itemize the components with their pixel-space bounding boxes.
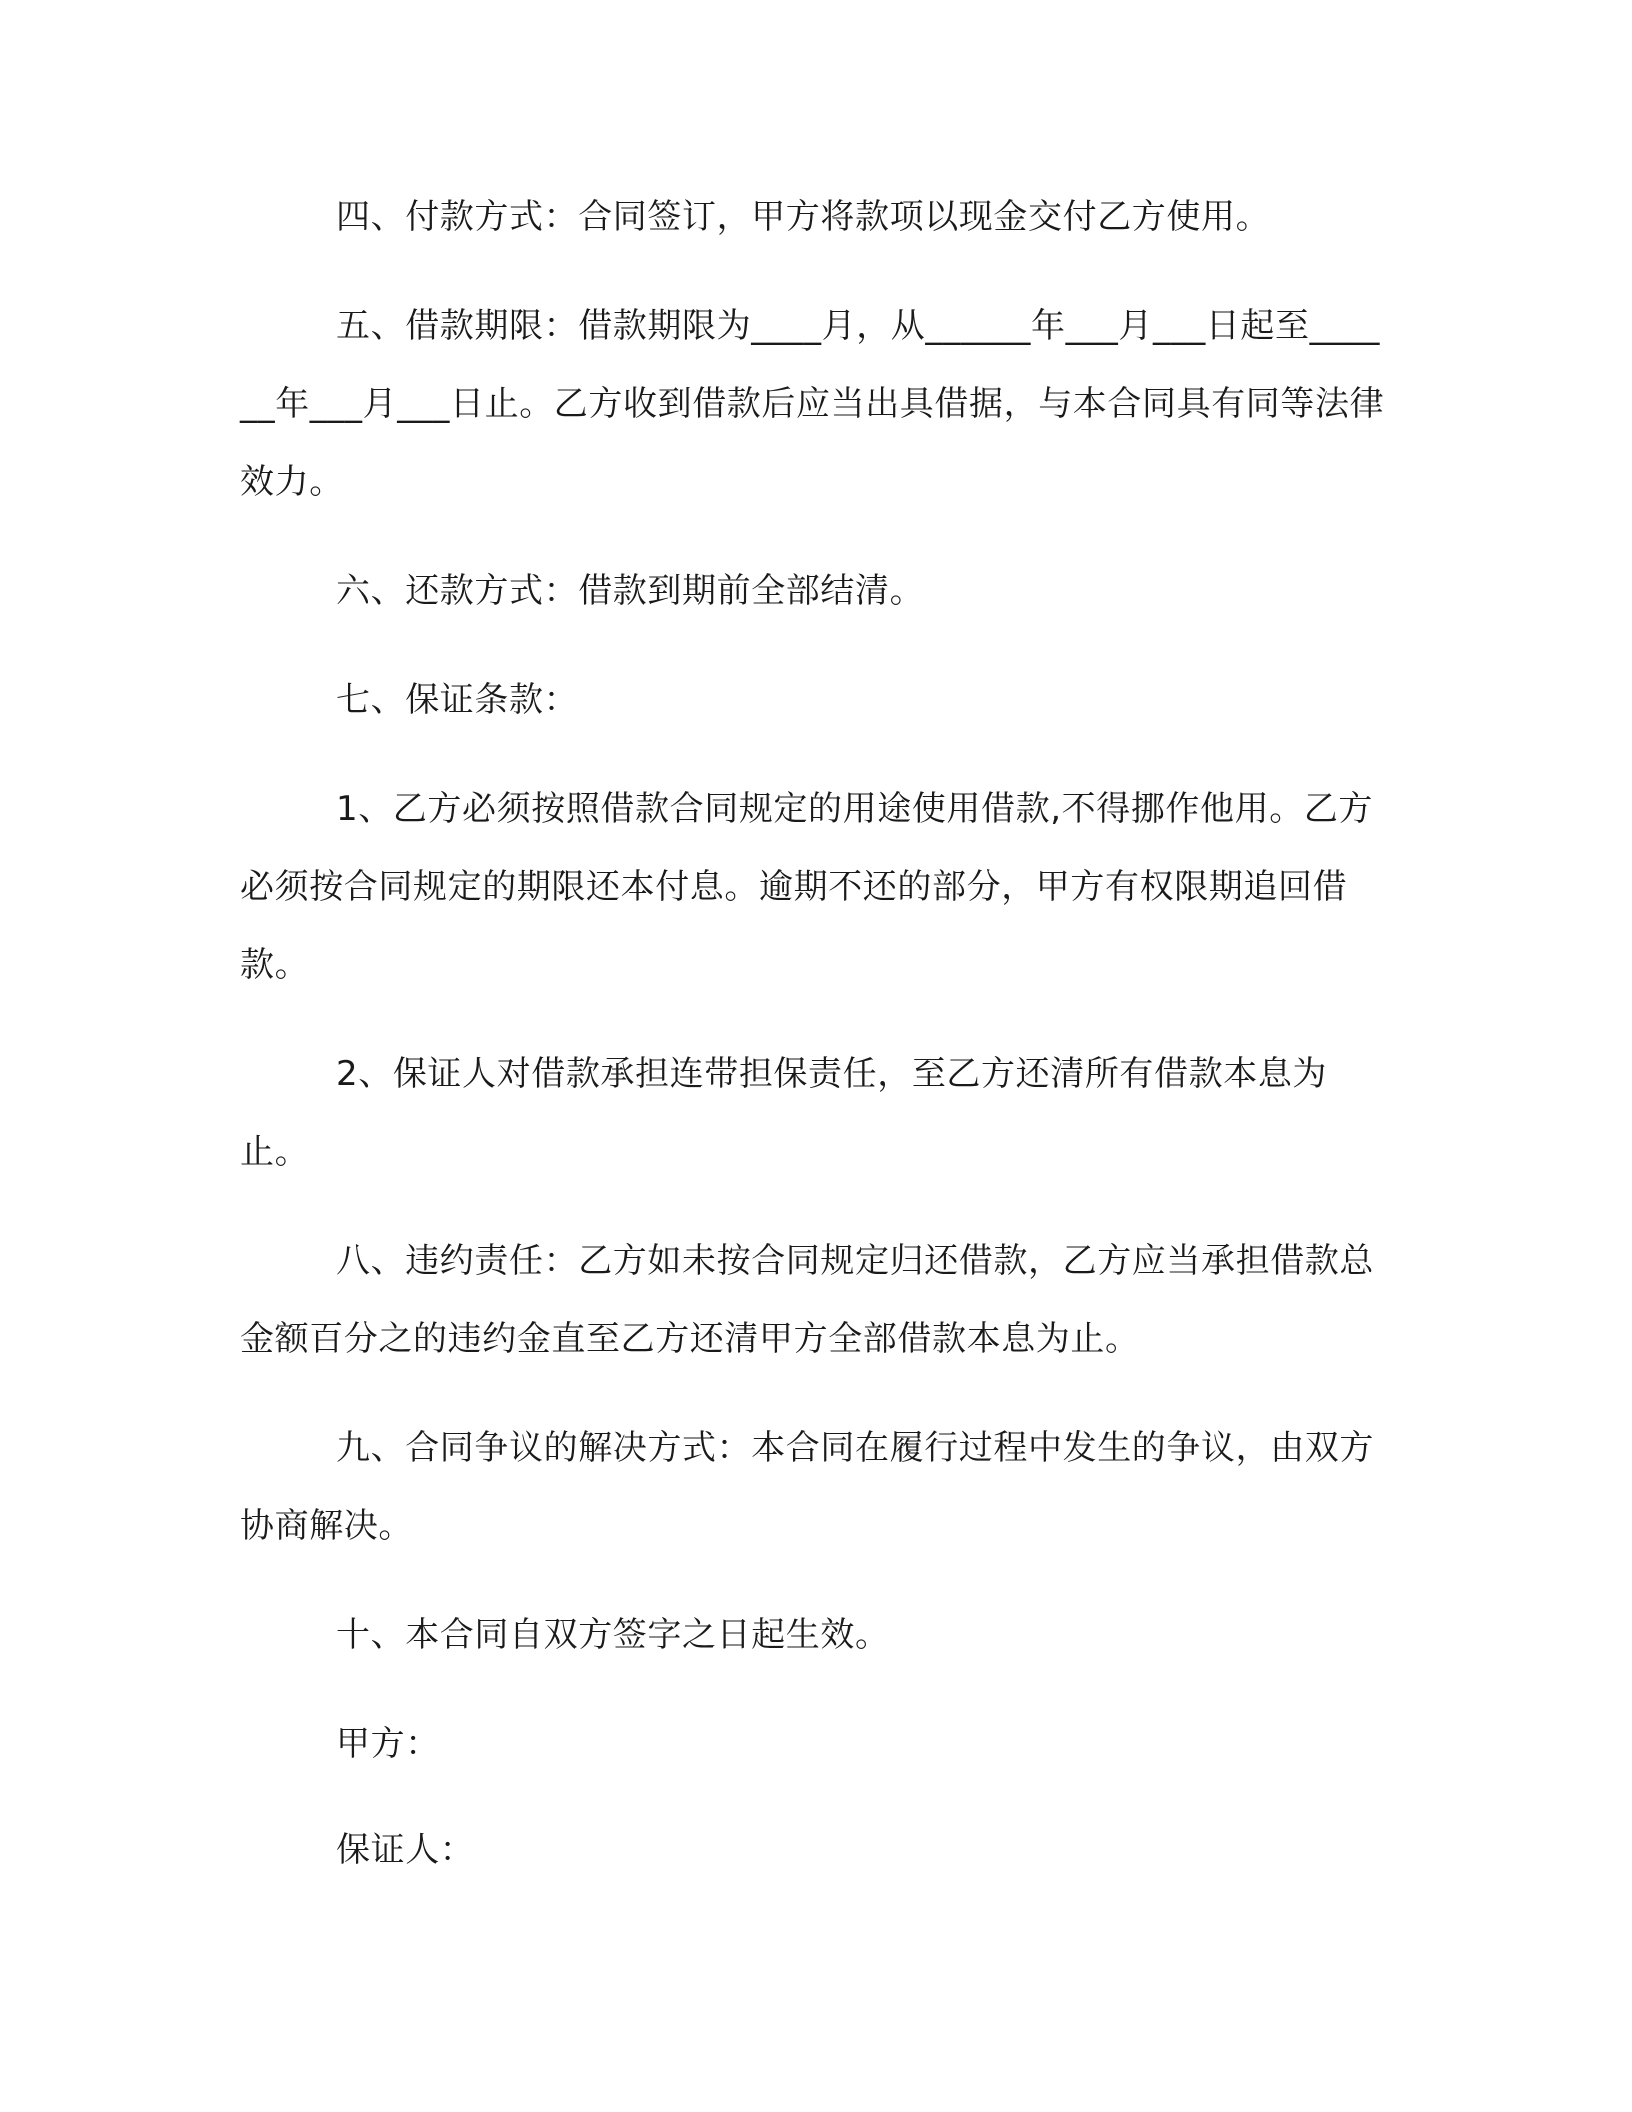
clause-loan-term: 五、借款期限：借款期限为____月，从______年___月___日起至______年___月___日止。乙方收到借款后应当出具借据，与本合同具有同等法律效力。 (240, 306, 1385, 502)
clause-repayment-method: 六、还款方式：借款到期前全部结清。 (336, 571, 925, 611)
clause-breach-liability: 八、违约责任：乙方如未按合同规定归还借款，乙方应当承担借款总金额百分之的违约金直至乙方还清甲方全部借款本息为止。 (240, 1241, 1374, 1359)
clause-payment-method: 四、付款方式：合同签订，甲方将款项以现金交付乙方使用。 (336, 197, 1271, 237)
clause-guarantee-item-2: 2、保证人对借款承担连带担保责任，至乙方还清所有借款本息为止。 (240, 1054, 1328, 1172)
signature-party-a: 甲方： (336, 1724, 440, 1764)
clause-dispute-resolution: 九、合同争议的解决方式：本合同在履行过程中发生的争议，由双方协商解决。 (240, 1428, 1374, 1546)
clause-guarantee-heading: 七、保证条款： (336, 680, 579, 720)
clause-guarantee-item-1: 1、乙方必须按照借款合同规定的用途使用借款,不得挪作他用。乙方必须按合同规定的期限还本付息。逾期不还的部分，甲方有权限期追回借款。 (240, 789, 1374, 985)
clause-effective-date: 十、本合同自双方签字之日起生效。 (336, 1615, 890, 1655)
contract-body (240, 178, 1388, 1917)
signature-guarantor: 保证人： (336, 1830, 475, 1870)
